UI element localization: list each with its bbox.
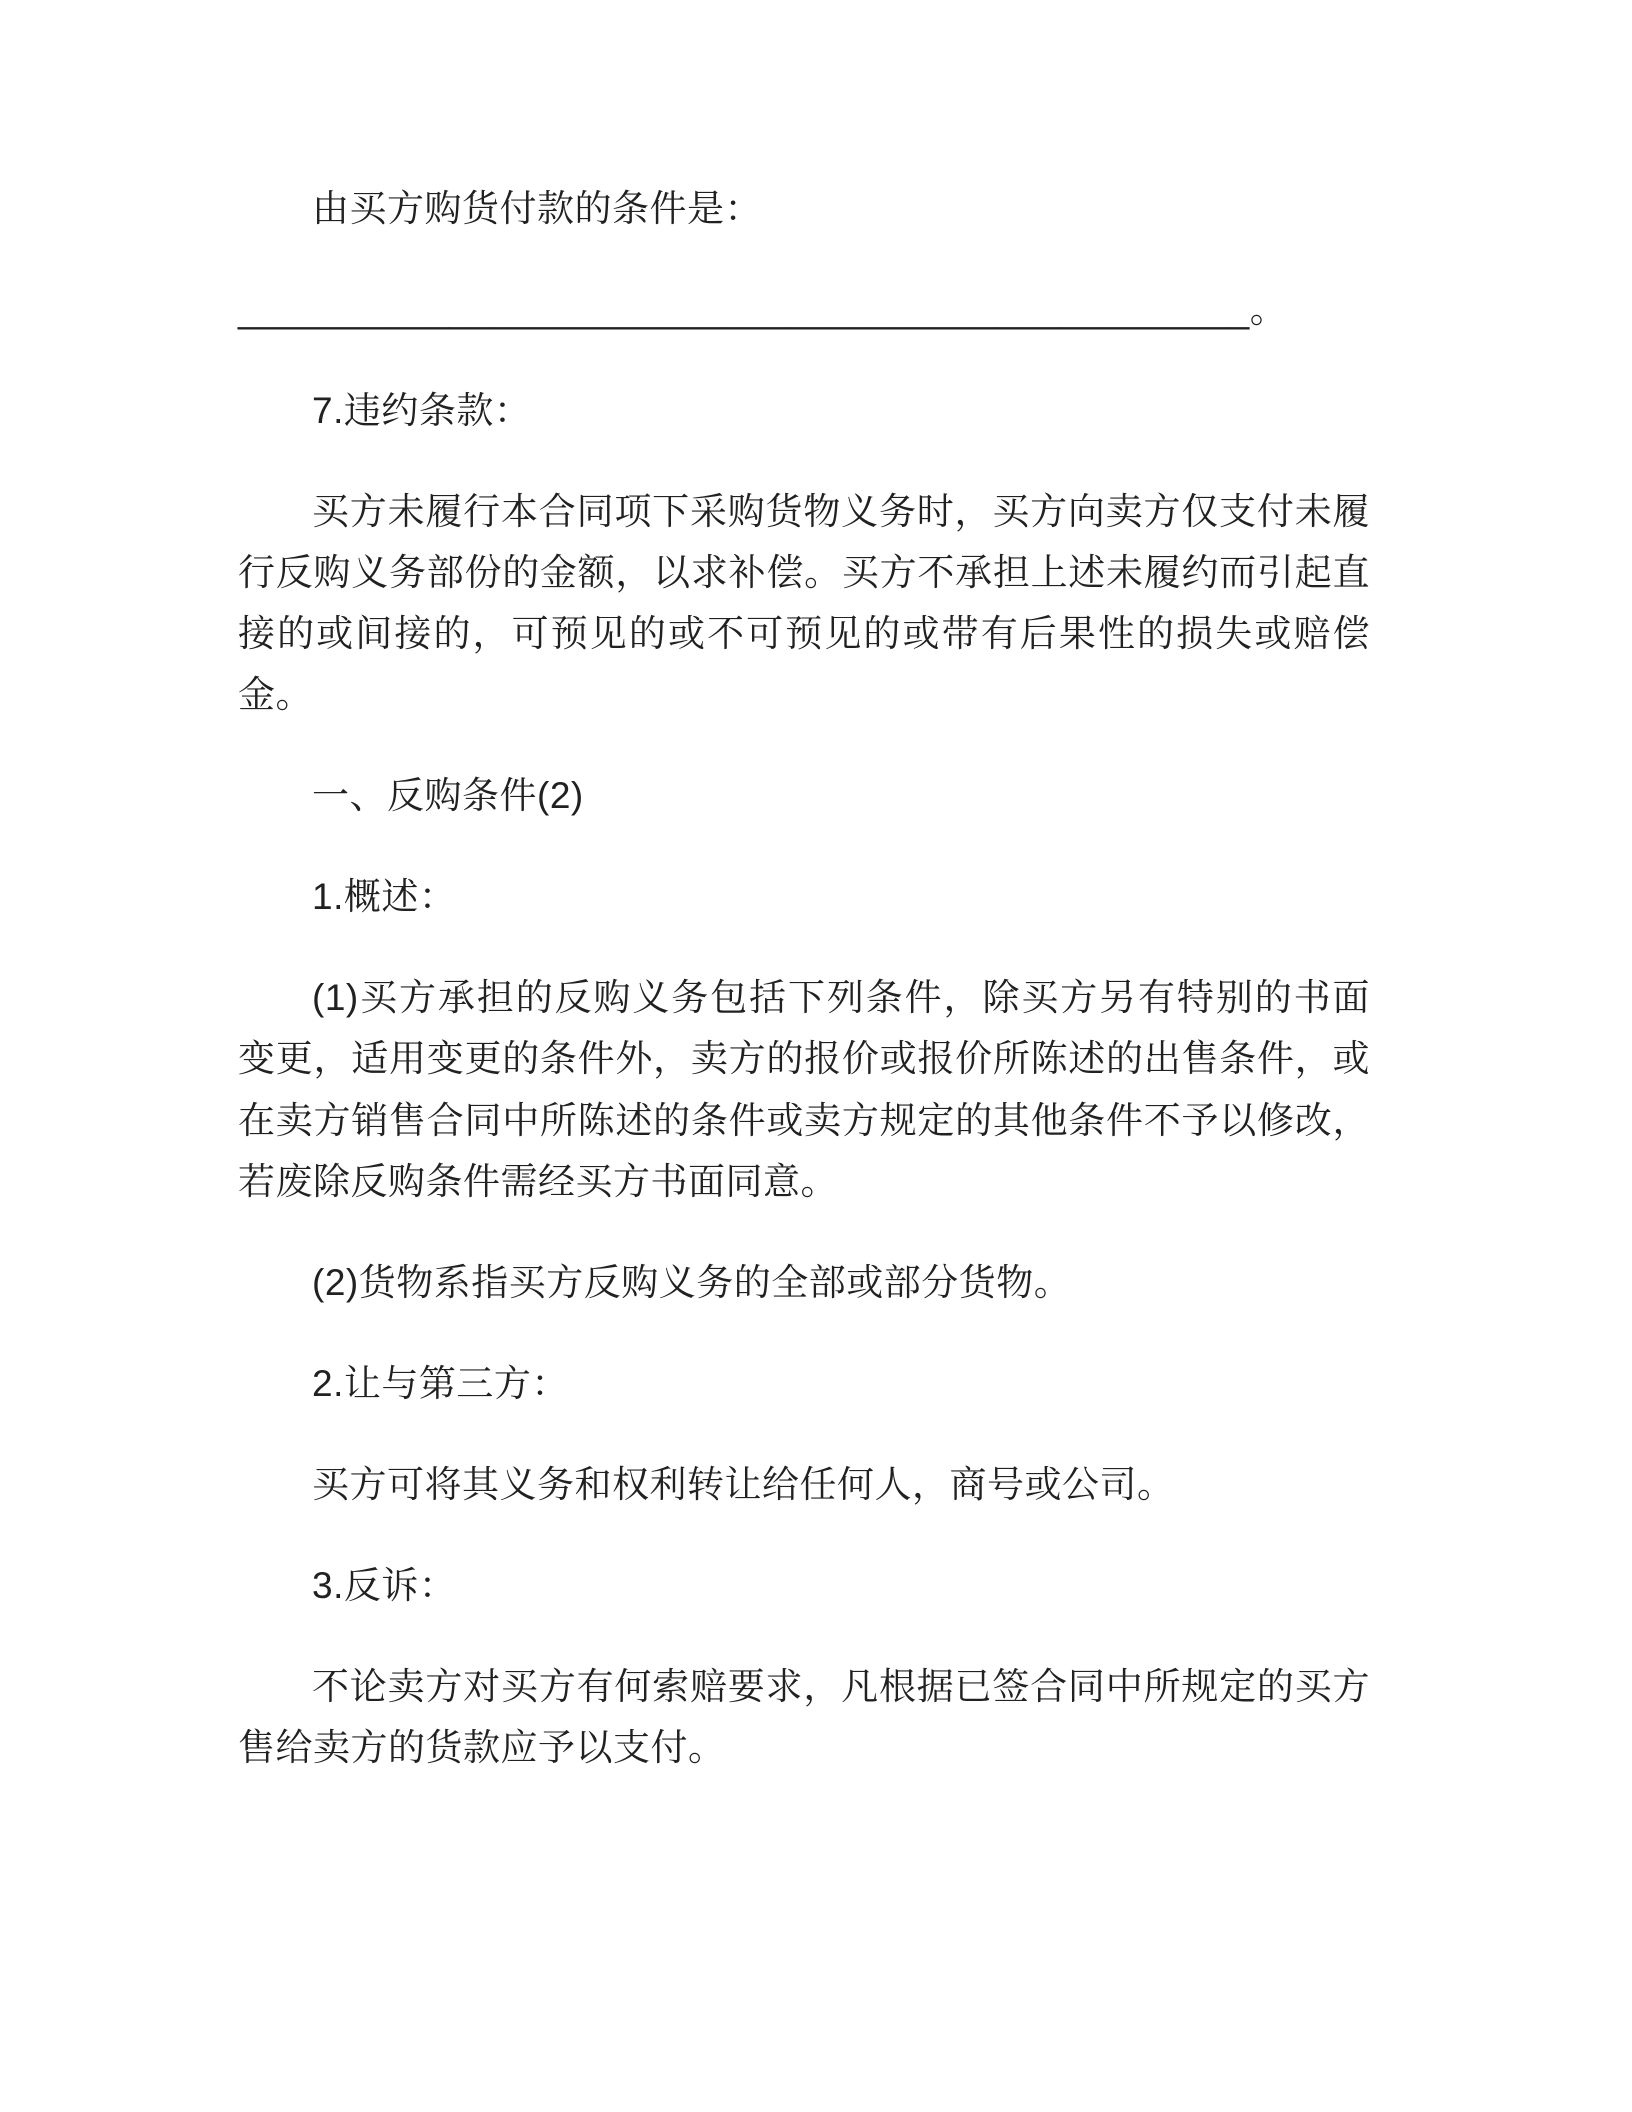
section-1-heading: 一、反购条件(2) <box>312 775 584 817</box>
clause-7-heading: 7.违约条款： <box>312 390 532 432</box>
assignment-body: 买方可将其义务和权利转让给任何人，商号或公司。 <box>312 1463 1175 1505</box>
blank-fill-line: ________________________________________________。 <box>238 289 1288 331</box>
overview-item-2: (2)货物系指买方反购义务的全部或部分货物。 <box>312 1261 1072 1303</box>
overview-item-1: (1)买方承担的反购义务包括下列条件，除买方另有特别的书面变更，适用变更的条件外，卖方的报价或报价所陈述的出售条件，或在卖方销售合同中所陈述的条件或卖方规定的其他条件不予以修改，若废除反购条件需经买方书面同意。 <box>238 977 1370 1202</box>
clause-7-body: 买方未履行本合同项下采购货物义务时，买方向卖方仅支付未履行反购义务部份的金额，以求补偿。买方不承担上述未履约而引起直接的或间接的，可预见的或不可预见的或带有后果性的损失或赔偿金。 <box>238 491 1370 716</box>
counterclaim-body: 不论卖方对买方有何索赔要求，凡根据已签合同中所规定的买方售给卖方的货款应予以支付。 <box>238 1665 1370 1768</box>
payment-condition-line: 由买方购货付款的条件是： <box>312 188 762 229</box>
subsection-counterclaim-heading: 3.反诉： <box>312 1564 457 1606</box>
subsection-overview-heading: 1.概述： <box>312 876 457 918</box>
subsection-assignment-heading: 2.让与第三方： <box>312 1362 569 1404</box>
